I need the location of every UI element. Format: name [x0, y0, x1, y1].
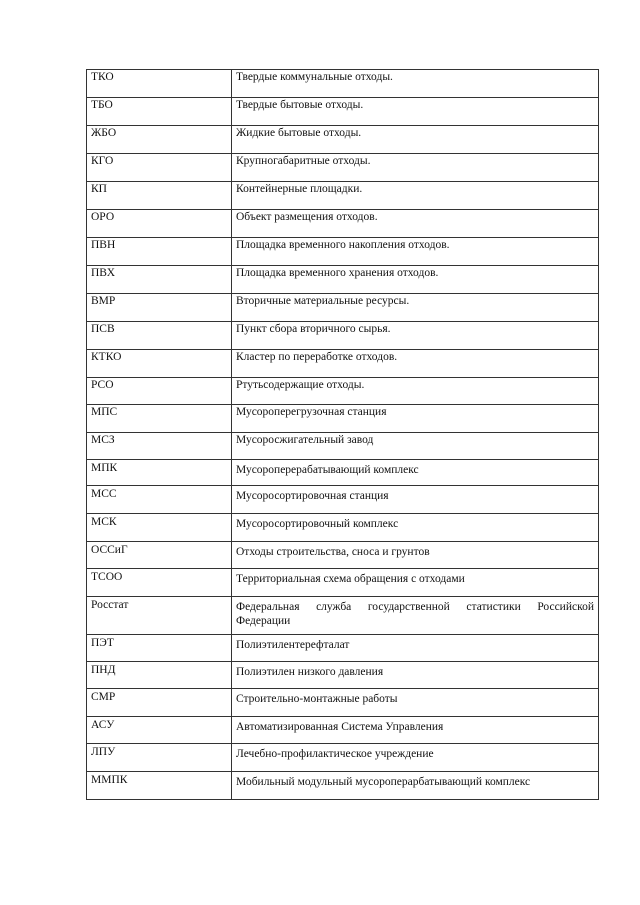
- abbreviation-term: ОРО: [87, 210, 232, 238]
- table-row: [87, 460, 599, 486]
- abbreviation-definition: Кластер по переработке отходов.: [232, 350, 599, 378]
- abbreviation-term: МСК: [87, 514, 232, 542]
- abbreviation-definition: Объект размещения отходов.: [232, 210, 599, 238]
- abbreviation-term: КТКО: [87, 350, 232, 378]
- table-row: [87, 689, 599, 717]
- abbreviation-definition: Твердые коммунальные отходы.: [232, 70, 599, 98]
- abbreviation-definition: Мусороперегрузочная станция: [232, 405, 599, 433]
- abbreviation-definition: Строительно-монтажные работы: [232, 689, 599, 717]
- abbreviation-term: ТКО: [87, 70, 232, 98]
- table-row: [87, 744, 599, 772]
- abbreviation-term: РСО: [87, 378, 232, 405]
- table-row: [87, 486, 599, 514]
- abbreviation-definition: Мусоросжигательный завод: [232, 433, 599, 460]
- table-row: [87, 635, 599, 662]
- abbreviation-term: ЛПУ: [87, 744, 232, 772]
- table-row: [87, 294, 599, 322]
- abbreviation-definition: Автоматизированная Система Управления: [232, 717, 599, 744]
- abbreviation-definition: Площадка временного хранения отходов.: [232, 266, 599, 294]
- abbreviation-definition: Отходы строительства, сноса и грунтов: [232, 542, 599, 569]
- abbreviation-term: ПВХ: [87, 266, 232, 294]
- abbreviation-term: ММПК: [87, 772, 232, 800]
- table-row: [87, 98, 599, 126]
- table-row: [87, 597, 599, 635]
- table-row: [87, 154, 599, 182]
- abbreviation-term: ЖБО: [87, 126, 232, 154]
- table-row: [87, 569, 599, 597]
- table-row: [87, 772, 599, 800]
- abbreviation-definition: Федеральная служба государственной статистики Российской Федерации: [232, 597, 599, 635]
- abbreviation-definition: Полиэтилентерефталат: [232, 635, 599, 662]
- table-row: [87, 182, 599, 210]
- abbreviation-definition: Пункт сбора вторичного сырья.: [232, 322, 599, 350]
- abbreviation-definition: Полиэтилен низкого давления: [232, 662, 599, 689]
- abbreviation-term: ПВН: [87, 238, 232, 266]
- abbreviation-term: МСС: [87, 486, 232, 514]
- table-row: [87, 514, 599, 542]
- abbreviation-term: МПС: [87, 405, 232, 433]
- abbreviations-table: [86, 69, 599, 800]
- abbreviation-term: КП: [87, 182, 232, 210]
- abbreviation-term: МСЗ: [87, 433, 232, 460]
- abbreviation-definition: Мусоросортировочная станция: [232, 486, 599, 514]
- table-row: [87, 405, 599, 433]
- table-row: [87, 210, 599, 238]
- abbreviation-definition: Вторичные материальные ресурсы.: [232, 294, 599, 322]
- table-row: [87, 433, 599, 460]
- abbreviation-term: ТСОО: [87, 569, 232, 597]
- abbreviation-definition: Контейнерные площадки.: [232, 182, 599, 210]
- table-row: [87, 350, 599, 378]
- abbreviation-definition: Лечебно-профилактическое учреждение: [232, 744, 599, 772]
- abbreviation-definition: Твердые бытовые отходы.: [232, 98, 599, 126]
- abbreviation-term: ТБО: [87, 98, 232, 126]
- abbreviation-term: ОССиГ: [87, 542, 232, 569]
- table-row: [87, 378, 599, 405]
- table-row: [87, 238, 599, 266]
- abbreviation-definition: Площадка временного накопления отходов.: [232, 238, 599, 266]
- abbreviation-definition: Ртутьсодержащие отходы.: [232, 378, 599, 405]
- abbreviation-definition: Мусороперерабатывающий комплекс: [232, 460, 599, 486]
- abbreviation-definition: Территориальная схема обращения с отходами: [232, 569, 599, 597]
- abbreviation-term: ПСВ: [87, 322, 232, 350]
- table-row: [87, 322, 599, 350]
- abbreviation-definition: Жидкие бытовые отходы.: [232, 126, 599, 154]
- abbreviation-term: ПЭТ: [87, 635, 232, 662]
- table-row: [87, 717, 599, 744]
- abbreviation-term: СМР: [87, 689, 232, 717]
- abbreviation-term: ВМР: [87, 294, 232, 322]
- abbreviation-definition: Крупногабаритные отходы.: [232, 154, 599, 182]
- abbreviation-term: КГО: [87, 154, 232, 182]
- table-row: [87, 266, 599, 294]
- table-row: [87, 126, 599, 154]
- abbreviation-term: АСУ: [87, 717, 232, 744]
- table-row: [87, 662, 599, 689]
- abbreviation-definition: Мусоросортировочный комплекс: [232, 514, 599, 542]
- table-row: [87, 542, 599, 569]
- abbreviation-term: Росстат: [87, 597, 232, 635]
- abbreviation-term: МПК: [87, 460, 232, 486]
- table-row: [87, 70, 599, 98]
- abbreviation-term: ПНД: [87, 662, 232, 689]
- abbreviation-definition: Мобильный модульный мусороперарбатывающий комплекс: [232, 772, 599, 800]
